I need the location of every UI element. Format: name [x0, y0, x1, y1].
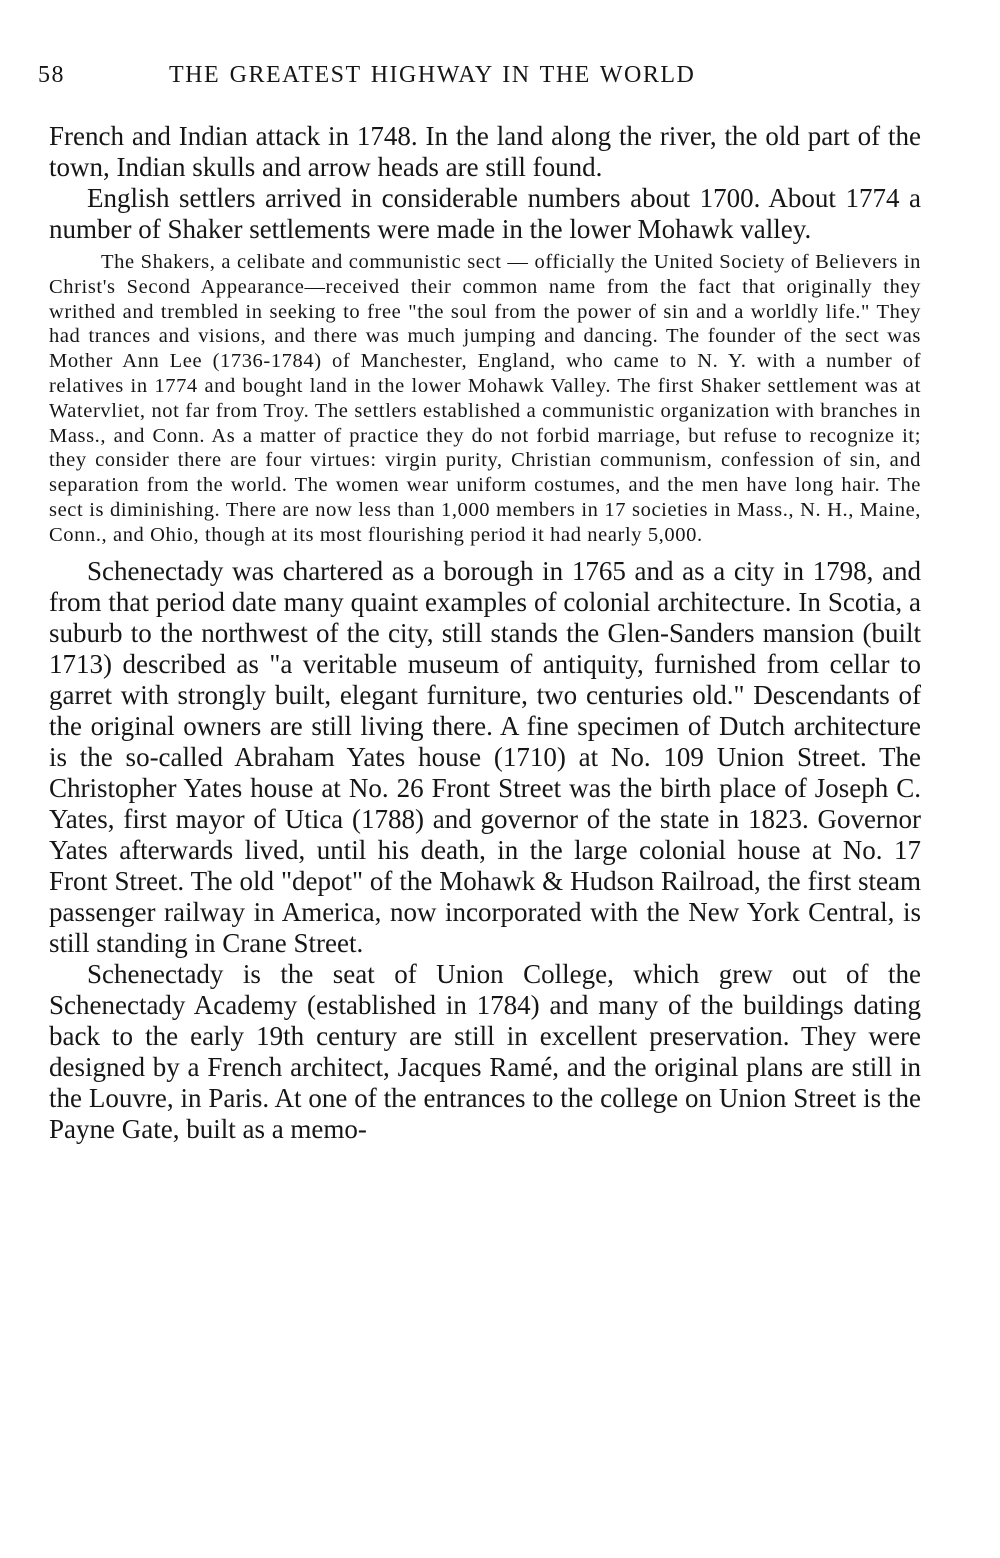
footnote-shakers: The Shakers, a celibate and communistic sect — officially the United Society of Believers in Christ's Second Appearance—received their common name from the fact that originally they writhed and trembled in seeking to free "the soul from the power of sin and a worldly life." They had trances and visions, and there was much jumping and dancing. The founder of the sect was Mother Ann Lee (1736-1784) of Manchester, England, who came to N. Y. with a number of relatives in 1774 and bought land in the lower Mohawk Valley. The first Shaker settlement was at Watervliet, not far from Troy. The settlers established a communistic organization with branches in Mass., and Conn. As a matter of practice they do not forbid marriage, but refuse to recognize it; they consider there are four virtues: virgin purity, Christian communism, confession of sin, and separation from the world. The women wear uniform costumes, and the men have long hair. The sect is diminishing. There are now less than 1,000 members in 17 societies in Mass., N. H., Maine, Conn., and Ohio, though at its most flourishing period it had nearly 5,000.	[49, 251, 921, 546]
paragraph-english-settlers: English settlers arrived in considerable numbers about 1700. About 1774 a number of Shaker settlements were made in the lower Mohawk valley.	[49, 183, 921, 244]
paragraph-schenectady-charter: Schenectady was chartered as a borough in 1765 and as a city in 1798, and from that period date many quaint examples of colonial architecture. In Scotia, a suburb to the northwest of the city, still stands the Glen-Sanders mansion (built 1713) described as "a veritable museum of antiquity, furnished from cellar to garret with strongly built, elegant furniture, two centuries old." Descendants of the original owners are still living there. A fine specimen of Dutch architecture is the so-called Abraham Yates house (1710) at No. 109 Union Street. The Christopher Yates house at No. 26 Front Street was the birth place of Joseph C. Yates, first mayor of Utica (1788) and governor of the state in 1823. Governor Yates afterwards lived, until his death, in the large colonial house at No. 17 Front Street. The old "depot" of the Mohawk & Hudson Railroad, the first steam passenger railway in America, now incorporated with the New York Central, is still standing in Crane Street.	[49, 555, 921, 958]
paragraph-french-indian-attack: French and Indian attack in 1748. In the land along the river, the old part of the town, Indian skulls and arrow heads are still found.	[49, 121, 921, 182]
paragraph-union-college: Schenectady is the seat of Union College, which grew out of the Schenectady Academy (established in 1784) and many of the buildings dating back to the early 19th century are still in excellent preservation. They were designed by a French architect, Jacques Ramé, and the original plans are still in the Louvre, in Paris. At one of the entrances to the college on Union Street is the Payne Gate, built as a memo-	[49, 958, 921, 1144]
running-header	[38, 58, 921, 98]
running-title: THE GREATEST HIGHWAY IN THE WORLD	[169, 62, 696, 88]
page-number: 58	[38, 62, 65, 88]
book-page	[38, 58, 921, 1145]
